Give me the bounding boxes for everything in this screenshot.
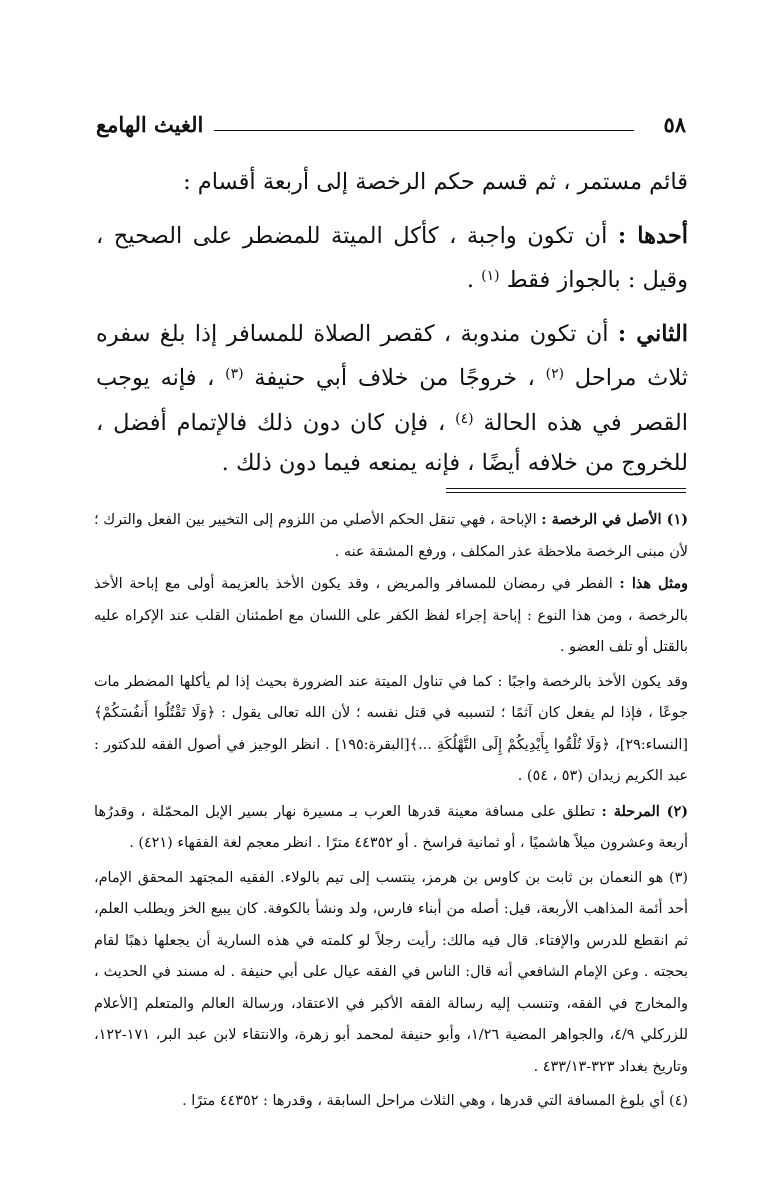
paragraph-second-category — [96, 314, 688, 484]
first-category-tail: . — [466, 267, 482, 293]
paragraph-first-category — [96, 216, 688, 301]
footnote-1-lead: (١) الأصل في الرخصة : — [541, 511, 688, 528]
first-category-text: أن تكون واجبة ، كأكل الميتة للمضطر على الصحيح ، وقيل : بالجواز فقط — [96, 222, 688, 293]
second-category-text-2: ، خروجًا من خلاف أبي حنيفة — [243, 365, 546, 391]
footnote-2-text: تطلق على مسافة معينة قدرها العرب بـ مسيرة نهار بسير الإبل المحمّلة ، وقدرُها أربعة وعشرون ميلاً هاشميًا ، أو ثمانية فراسخ . أو ٤٤٣٥٢ مترًا . انظر معجم لغة الفقهاء (٤٢١) . — [94, 803, 688, 851]
second-category-text-4: ، فإن كان دون ذلك فالإتمام أفضل ، للخروج من خلافه أيضًا ، فإنه يمنعه فيما دون ذلك . — [96, 409, 688, 476]
footnotes — [94, 504, 688, 1118]
footnote-3: (٣) هو النعمان بن ثابت بن كاوس بن هرمز، ينتسب إلى تيم بالولاء. الفقيه المجتهد المحقق الإمام، أحد أئمة المذاهب الأربعة، قيل: أصله من أبناء فارس، ولد ونشأ بالكوفة. كان يبيع الخز ويطلب العلم، ثم انقطع للدرس والإفتاء. قال فيه مالك: رأيت رجلاً لو كلمته في هذه السارية أن يجعلها ذهبًا لقام بحجته . وعن الإمام الشافعي أنه قال: الناس في الفقه عيال على أبي حنيفة . له مسند في الحديث ، والمخارج في الفقه، وتنسب إليه رسالة الفقه الأكبر في الاعتقاد، ورسالة العالم والمتعلم [الأعلام للزركلي ٤/٩، والجواهر المضية ١/٢٦، وأبو حنيفة لمحمد أبو زهرة، والانتقاء لابن عبد البر، ١٧١-١٢٢، وتاريخ بغداد ٣٢٣-٤٣٣/١٣ . — [94, 869, 688, 1075]
page-number: ٥٨ — [663, 112, 686, 137]
footnote-1-text: الإباحة ، فهي تنقل الحكم الأصلي من اللزوم إلى التخيير بين الفعل والترك ؛ لأن مبنى الرخصة ملاحظة عذر المكلف ، ورفع المشقة عنه . — [94, 512, 688, 560]
footnote-ref-1: (١) — [481, 268, 500, 284]
footnote-1-definition — [94, 504, 688, 568]
footnote-ref-2: (٢) — [545, 366, 565, 382]
second-category-text-1: أن تكون مندوبة ، كقصر الصلاة للمسافر إذا بلغ سفره ثلاث مراحل — [96, 320, 689, 391]
footnote-1-example — [94, 568, 688, 664]
footnote-4: (٤) أي بلوغ المسافة التي قدرها ، وهي الثلاث مراحل السابقة ، وقدرها : ٤٤٣٥٢ مترًا . — [182, 1093, 688, 1109]
second-category-heading: الثاني : — [617, 320, 688, 347]
footnote-1-example-text: الفطر في رمضان للمسافر والمريض ، وقد يكون الأخذ بالعزيمة أولى مع إباحة الأخذ بالرخصة ، ومن هذا النوع : إباحة إجراء لفظ الكفر على اللسان مع اطمئنان القلب عند الإكراه عليه بالقتل أو تلف العضو . — [94, 576, 688, 655]
page-header — [96, 112, 686, 142]
running-title: الغيث الهامع — [96, 112, 204, 137]
second-category-text-3: ، فإنه يوجب القصر في هذه الحالة — [96, 365, 688, 436]
footnote-1-obligatory: وقد يكون الأخذ بالرخصة واجبًا : كما في تناول الميتة عند الضرورة بحيث إذا لم يأكلها المضطر مات جوعًا ، فإذا لم يفعل كان آثمًا ؛ لتسببه في قتل نفسه ؛ لأن الله تعالى يقول : ﴿وَلَا تَقْتُلُوا أَنفُسَكُمْ﴾ [النساء:٢٩]، ﴿وَلَا تُلْقُوا بِأَيْدِيكُمْ إِلَى التَّهْلُكَةِ ...﴾[البقرة:١٩٥] . انظر الوجيز في أصول الفقه للدكتور : عبد الكريم زيدان (٥٣ ، ٥٤) . — [94, 673, 688, 784]
footnote-ref-3: (٣) — [225, 366, 244, 382]
main-text — [96, 162, 688, 484]
footnote-ref-4: (٤) — [455, 410, 474, 427]
first-category-heading: أحدها : — [617, 222, 688, 249]
footnote-1-example-lead: ومثل هذا : — [619, 575, 688, 592]
footnote-separator — [446, 488, 686, 493]
footnote-2 — [94, 796, 688, 860]
footnote-2-lead: (٢) المرحلة : — [601, 802, 688, 820]
header-rule — [214, 130, 634, 131]
paragraph-intro: قائم مستمر ، ثم قسم حكم الرخصة إلى أربعة أقسام : — [183, 169, 688, 195]
